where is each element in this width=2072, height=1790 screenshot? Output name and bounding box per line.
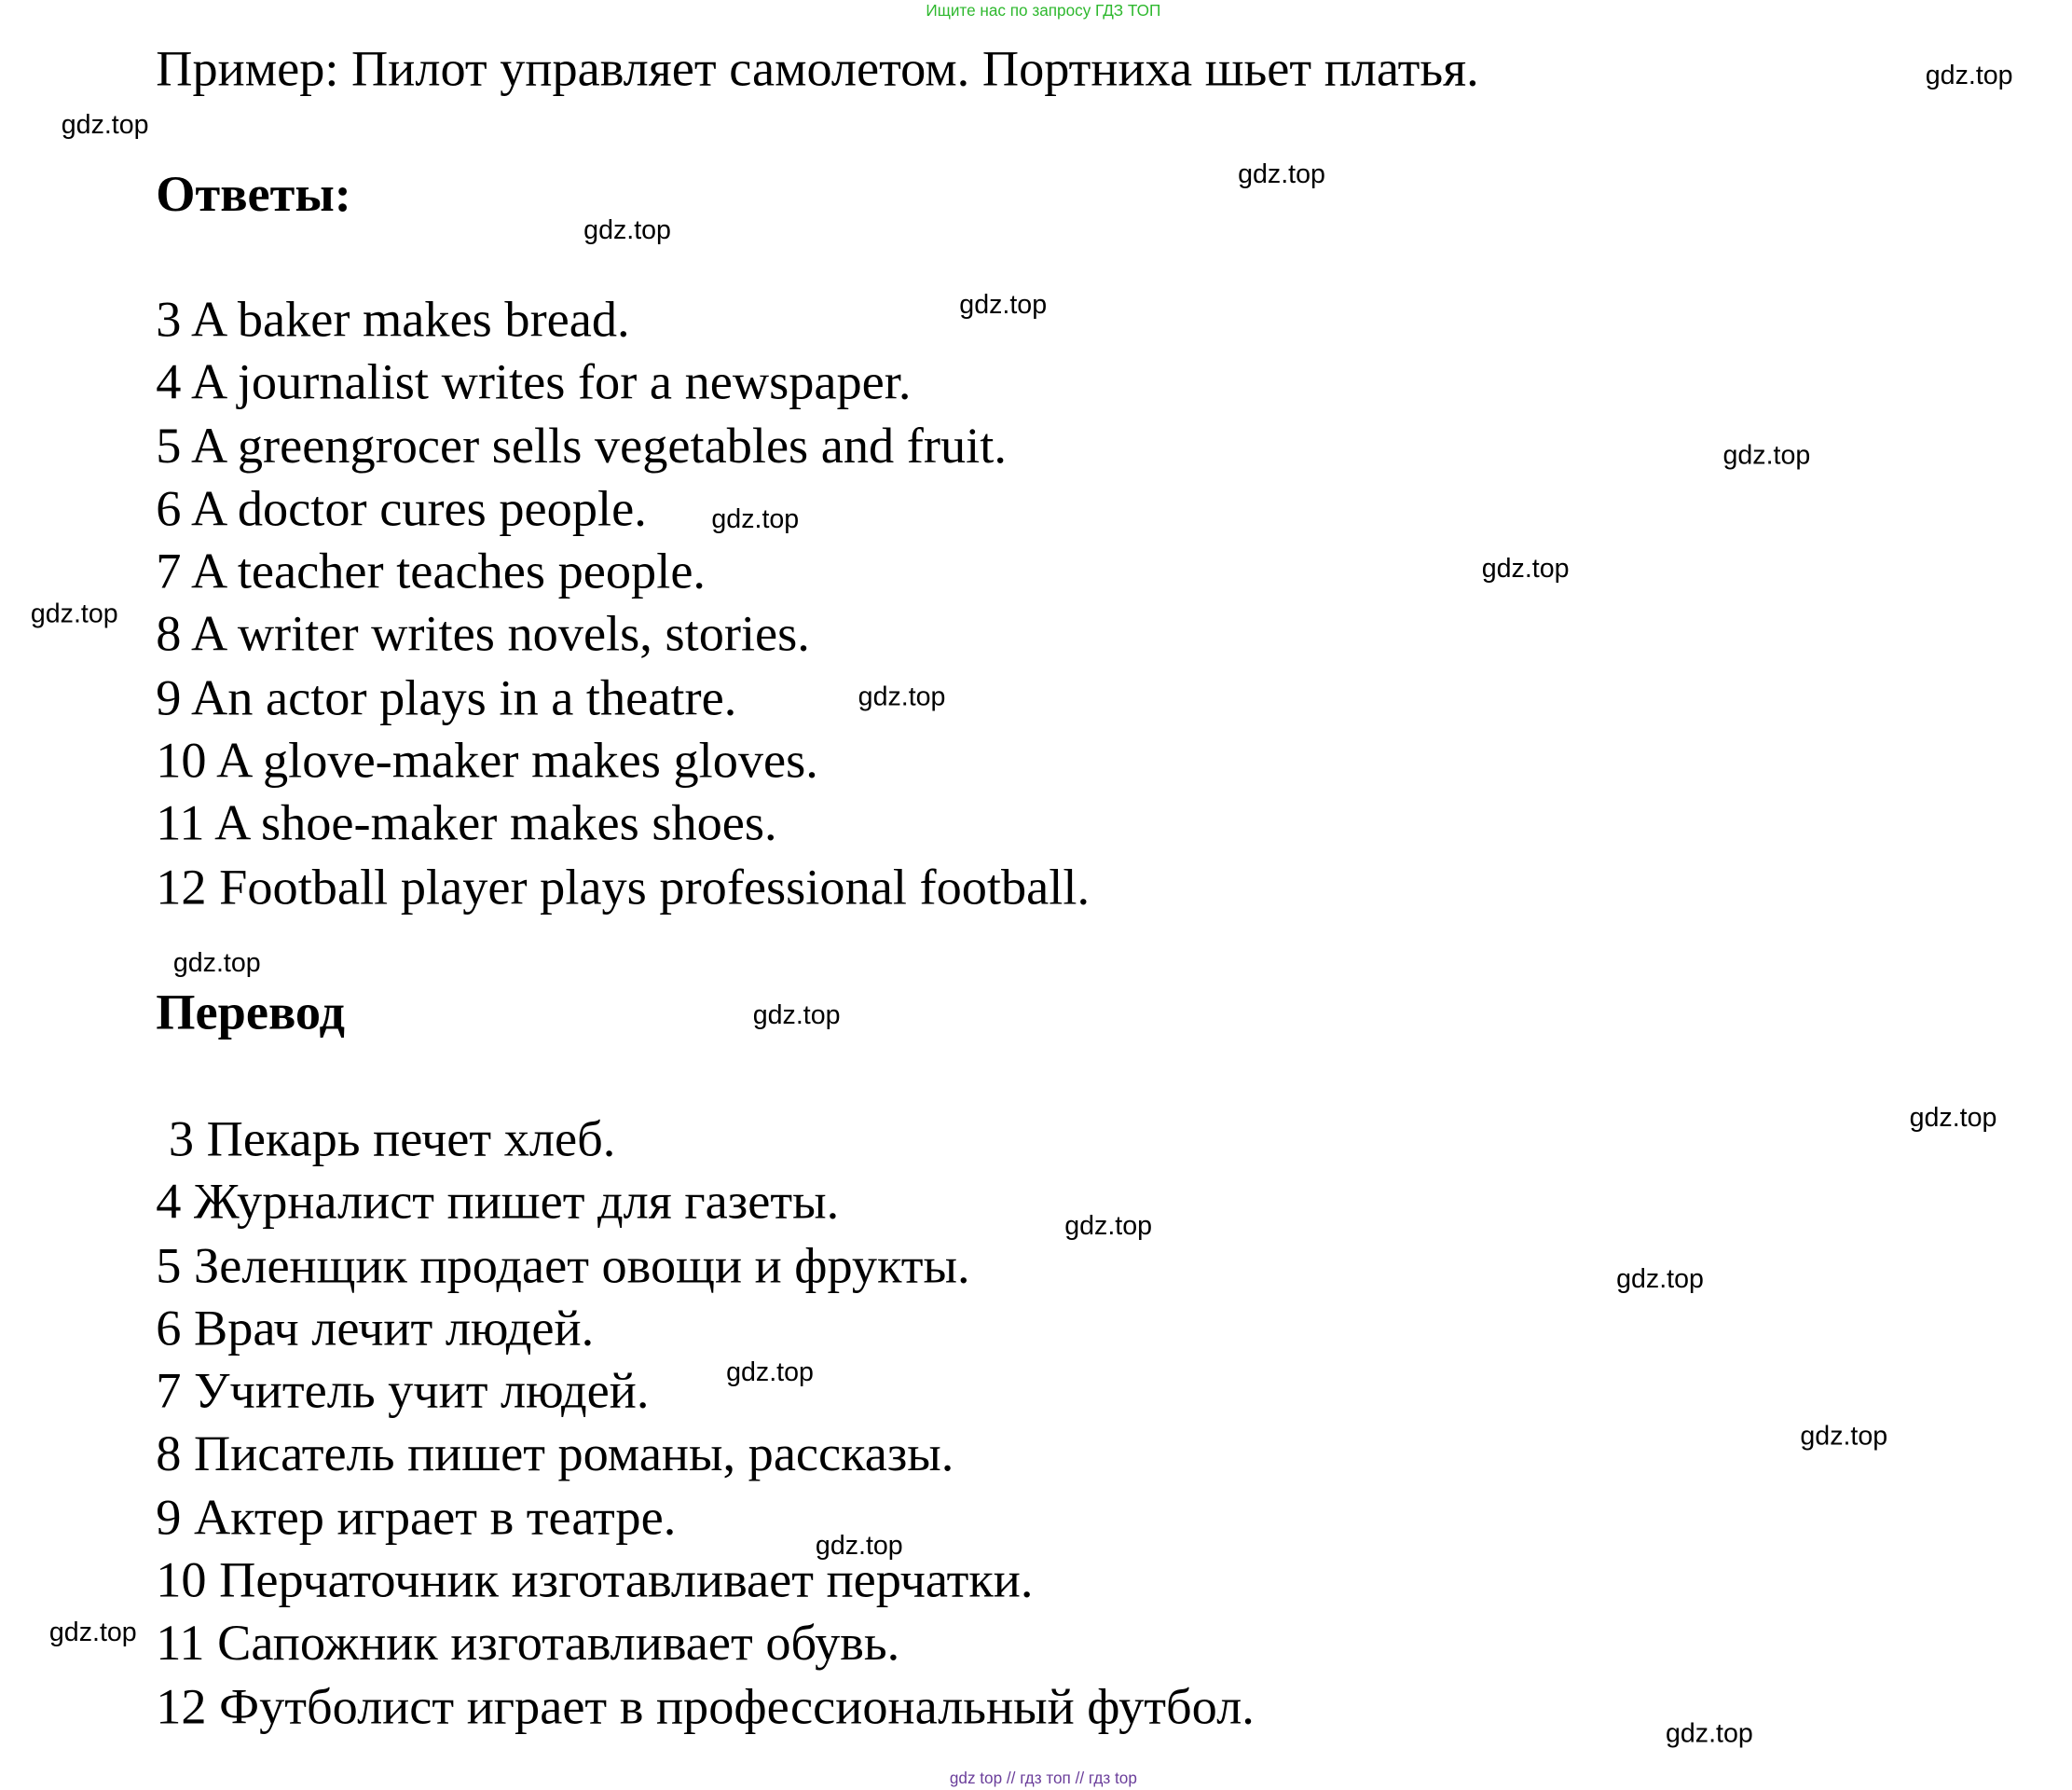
watermark: gdz.top — [30, 599, 118, 629]
search-banner: Ищите нас по запросу ГДЗ ТОП — [926, 1, 1161, 21]
watermark: gdz.top — [1481, 554, 1570, 585]
watermark: gdz.top — [815, 1531, 903, 1562]
watermark: gdz.top — [711, 504, 800, 535]
watermark: gdz.top — [48, 1618, 137, 1647]
answer-line: 8 A writer writes novels, stories. — [156, 607, 810, 664]
answer-line: 11 A shoe-maker makes shoes. — [156, 796, 777, 853]
watermark: gdz.top — [1800, 1422, 1888, 1452]
translation-list — [156, 1108, 1255, 1739]
watermark: gdz.top — [1925, 61, 2013, 91]
answer-line: 4 A journalist writes for a newspaper. — [156, 354, 912, 411]
translation-line: 12 Футболист играет в профессиональный футбол. — [156, 1678, 1255, 1735]
answer-line: 5 A greengrocer sells vegetables and fruit. — [156, 418, 1007, 475]
watermark: gdz.top — [1616, 1264, 1704, 1295]
answer-line: 9 An actor plays in a theatre. — [156, 669, 737, 726]
translation-heading: Перевод — [156, 984, 346, 1041]
watermark: gdz.top — [1238, 159, 1325, 190]
answer-line: 7 A teacher teaches people. — [156, 544, 707, 600]
translation-line: 7 Учитель учит людей. — [156, 1363, 650, 1420]
watermark: gdz.top — [1064, 1211, 1153, 1241]
answers-list — [156, 289, 1090, 919]
answer-line: 10 A glove-maker makes gloves. — [156, 733, 818, 790]
watermark: gdz.top — [726, 1357, 814, 1388]
watermark: gdz.top — [61, 110, 149, 141]
watermark: gdz.top — [959, 290, 1048, 321]
translation-line: 9 Актер играет в театре. — [156, 1489, 677, 1547]
watermark: gdz.top — [752, 1000, 841, 1031]
watermark: gdz.top — [1666, 1719, 1753, 1749]
translation-line: 8 Писатель пишет романы, рассказы. — [156, 1426, 954, 1483]
answers-heading: Ответы: — [156, 166, 351, 223]
translation-line: 3 Пекарь печет хлеб. — [156, 1111, 616, 1168]
watermark: gdz.top — [1722, 441, 1811, 471]
answer-line: 12 Football player plays professional football. — [156, 859, 1091, 916]
translation-line: 6 Врач лечит людей. — [156, 1301, 595, 1357]
footer-links: gdz top // гдз топ // гдз top — [949, 1769, 1137, 1788]
translation-line: 11 Сапожник изготавливает обувь. — [156, 1616, 900, 1673]
answer-line: 3 A baker makes bread. — [156, 292, 630, 349]
translation-line: 5 Зеленщик продает овощи и фрукты. — [156, 1237, 970, 1294]
watermark: gdz.top — [858, 682, 946, 712]
example-sentence: Пример: Пилот управляет самолетом. Портниха шьет платья. — [156, 41, 1479, 98]
answer-line: 6 A doctor cures people. — [156, 480, 647, 537]
translation-line: 10 Перчаточник изготавливает перчатки. — [156, 1552, 1034, 1609]
watermark: gdz.top — [583, 215, 671, 246]
translation-line: 4 Журналист пишет для газеты. — [156, 1174, 840, 1231]
watermark: gdz.top — [1909, 1103, 1997, 1134]
watermark: gdz.top — [172, 948, 261, 979]
